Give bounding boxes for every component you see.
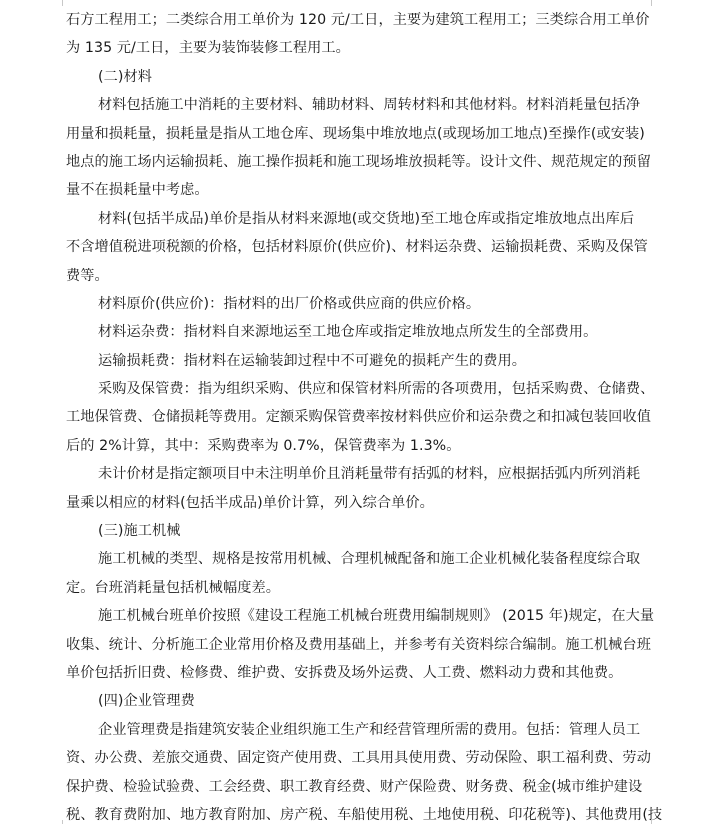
text-line: 为 135 元/工日，主要为装饰装修工程用工。 <box>66 40 350 57</box>
text-line: 材料(包括半成品)单价是指从材料来源地(或交货地)至工地仓库或指定堆放地点出库后 <box>98 210 635 227</box>
text-line: 收集、统计、分析施工企业常用价格及费用基础上，并参考有关资料综合编制。施工机械台班 <box>66 636 651 653</box>
text-line: 税、教育费附加、地方教育附加、房产税、车船使用税、土地使用税、印花税等)、其他费用(技 <box>66 806 663 823</box>
text-line: 地点的施工场内运输损耗、施工操作损耗和施工现场堆放损耗等。设计文件、规范规定的预留 <box>66 153 651 170</box>
text-line: 材料包括施工中消耗的主要材料、辅助材料、周转材料和其他材料。材料消耗量包括净 <box>98 97 641 114</box>
page-corner-mark <box>52 0 63 6</box>
text-line: 施工机械的类型、规格是按常用机械、合理机械配备和施工企业机械化装备程度综合取 <box>98 551 641 568</box>
text-line: 施工机械台班单价按照《建设工程施工机械台班费用编制规则》 (2015 年)规定，在大量 <box>98 608 655 625</box>
text-line: 采购及保管费：指为组织采购、供应和保管材料所需的各项费用，包括采购费、仓储费、 <box>98 381 655 398</box>
text-line: (四)企业管理费 <box>98 693 195 710</box>
text-line: 量不在损耗量中考虑。 <box>66 182 209 199</box>
text-line: 资、办公费、差旅交通费、固定资产使用费、工具用具使用费、劳动保险、职工福利费、劳动 <box>66 750 651 767</box>
text-line: 企业管理费是指建筑安装企业组织施工生产和经营管理所需的费用。包括：管理人员工 <box>98 721 641 738</box>
page-corner-mark <box>52 820 63 824</box>
text-line: 保护费、检验试验费、工会经费、职工教育经费、财产保险费、财务费、税金(城市维护建设 <box>66 778 643 795</box>
text-line: 石方工程用工；二类综合用工单价为 120 元/工日，主要为建筑工程用工；三类综合用工单价 <box>66 12 650 28</box>
text-line: (三)施工机械 <box>98 523 181 540</box>
text-line: 定。台班消耗量包括机械幅度差。 <box>66 579 281 596</box>
text-line: 工地保管费、仓储损耗等费用。定额采购保管费率按材料供应价和运杂费之和扣减包装回收值 <box>66 409 651 426</box>
document-body <box>66 6 663 829</box>
text-line: 后的 2%计算，其中：采购费率为 0.7%，保管费率为 1.3%。 <box>66 437 461 454</box>
text-line: 材料运杂费：指材料自来源地运至工地仓库或指定堆放地点所发生的全部费用。 <box>98 324 598 341</box>
text-line: 材料原价(供应价)：指材料的出厂价格或供应商的供应价格。 <box>98 295 481 312</box>
text-line: 单价包括折旧费、检修费、维护费、安拆费及场外运费、人工费、燃料动力费和其他费。 <box>66 664 623 681</box>
text-line: 未计价材是指定额项目中未注明单价且消耗量带有括弧的材料，应根据括弧内所列消耗 <box>98 466 641 483</box>
text-line: 用量和损耗量，损耗量是指从工地仓库、现场集中堆放地点(或现场加工地点)至操作(或安装) <box>66 125 645 142</box>
text-line: 不含增值税进项税额的价格，包括材料原价(供应价)、材料运杂费、运输损耗费、采购及保管 <box>66 239 648 256</box>
text-line: 量乘以相应的材料(包括半成品)单价计算，列入综合单价。 <box>66 494 434 511</box>
text-line: 运输损耗费：指材料在运输装卸过程中不可避免的损耗产生的费用。 <box>98 352 527 369</box>
text-line: 费等。 <box>66 267 109 284</box>
text-line: (二)材料 <box>98 68 153 85</box>
